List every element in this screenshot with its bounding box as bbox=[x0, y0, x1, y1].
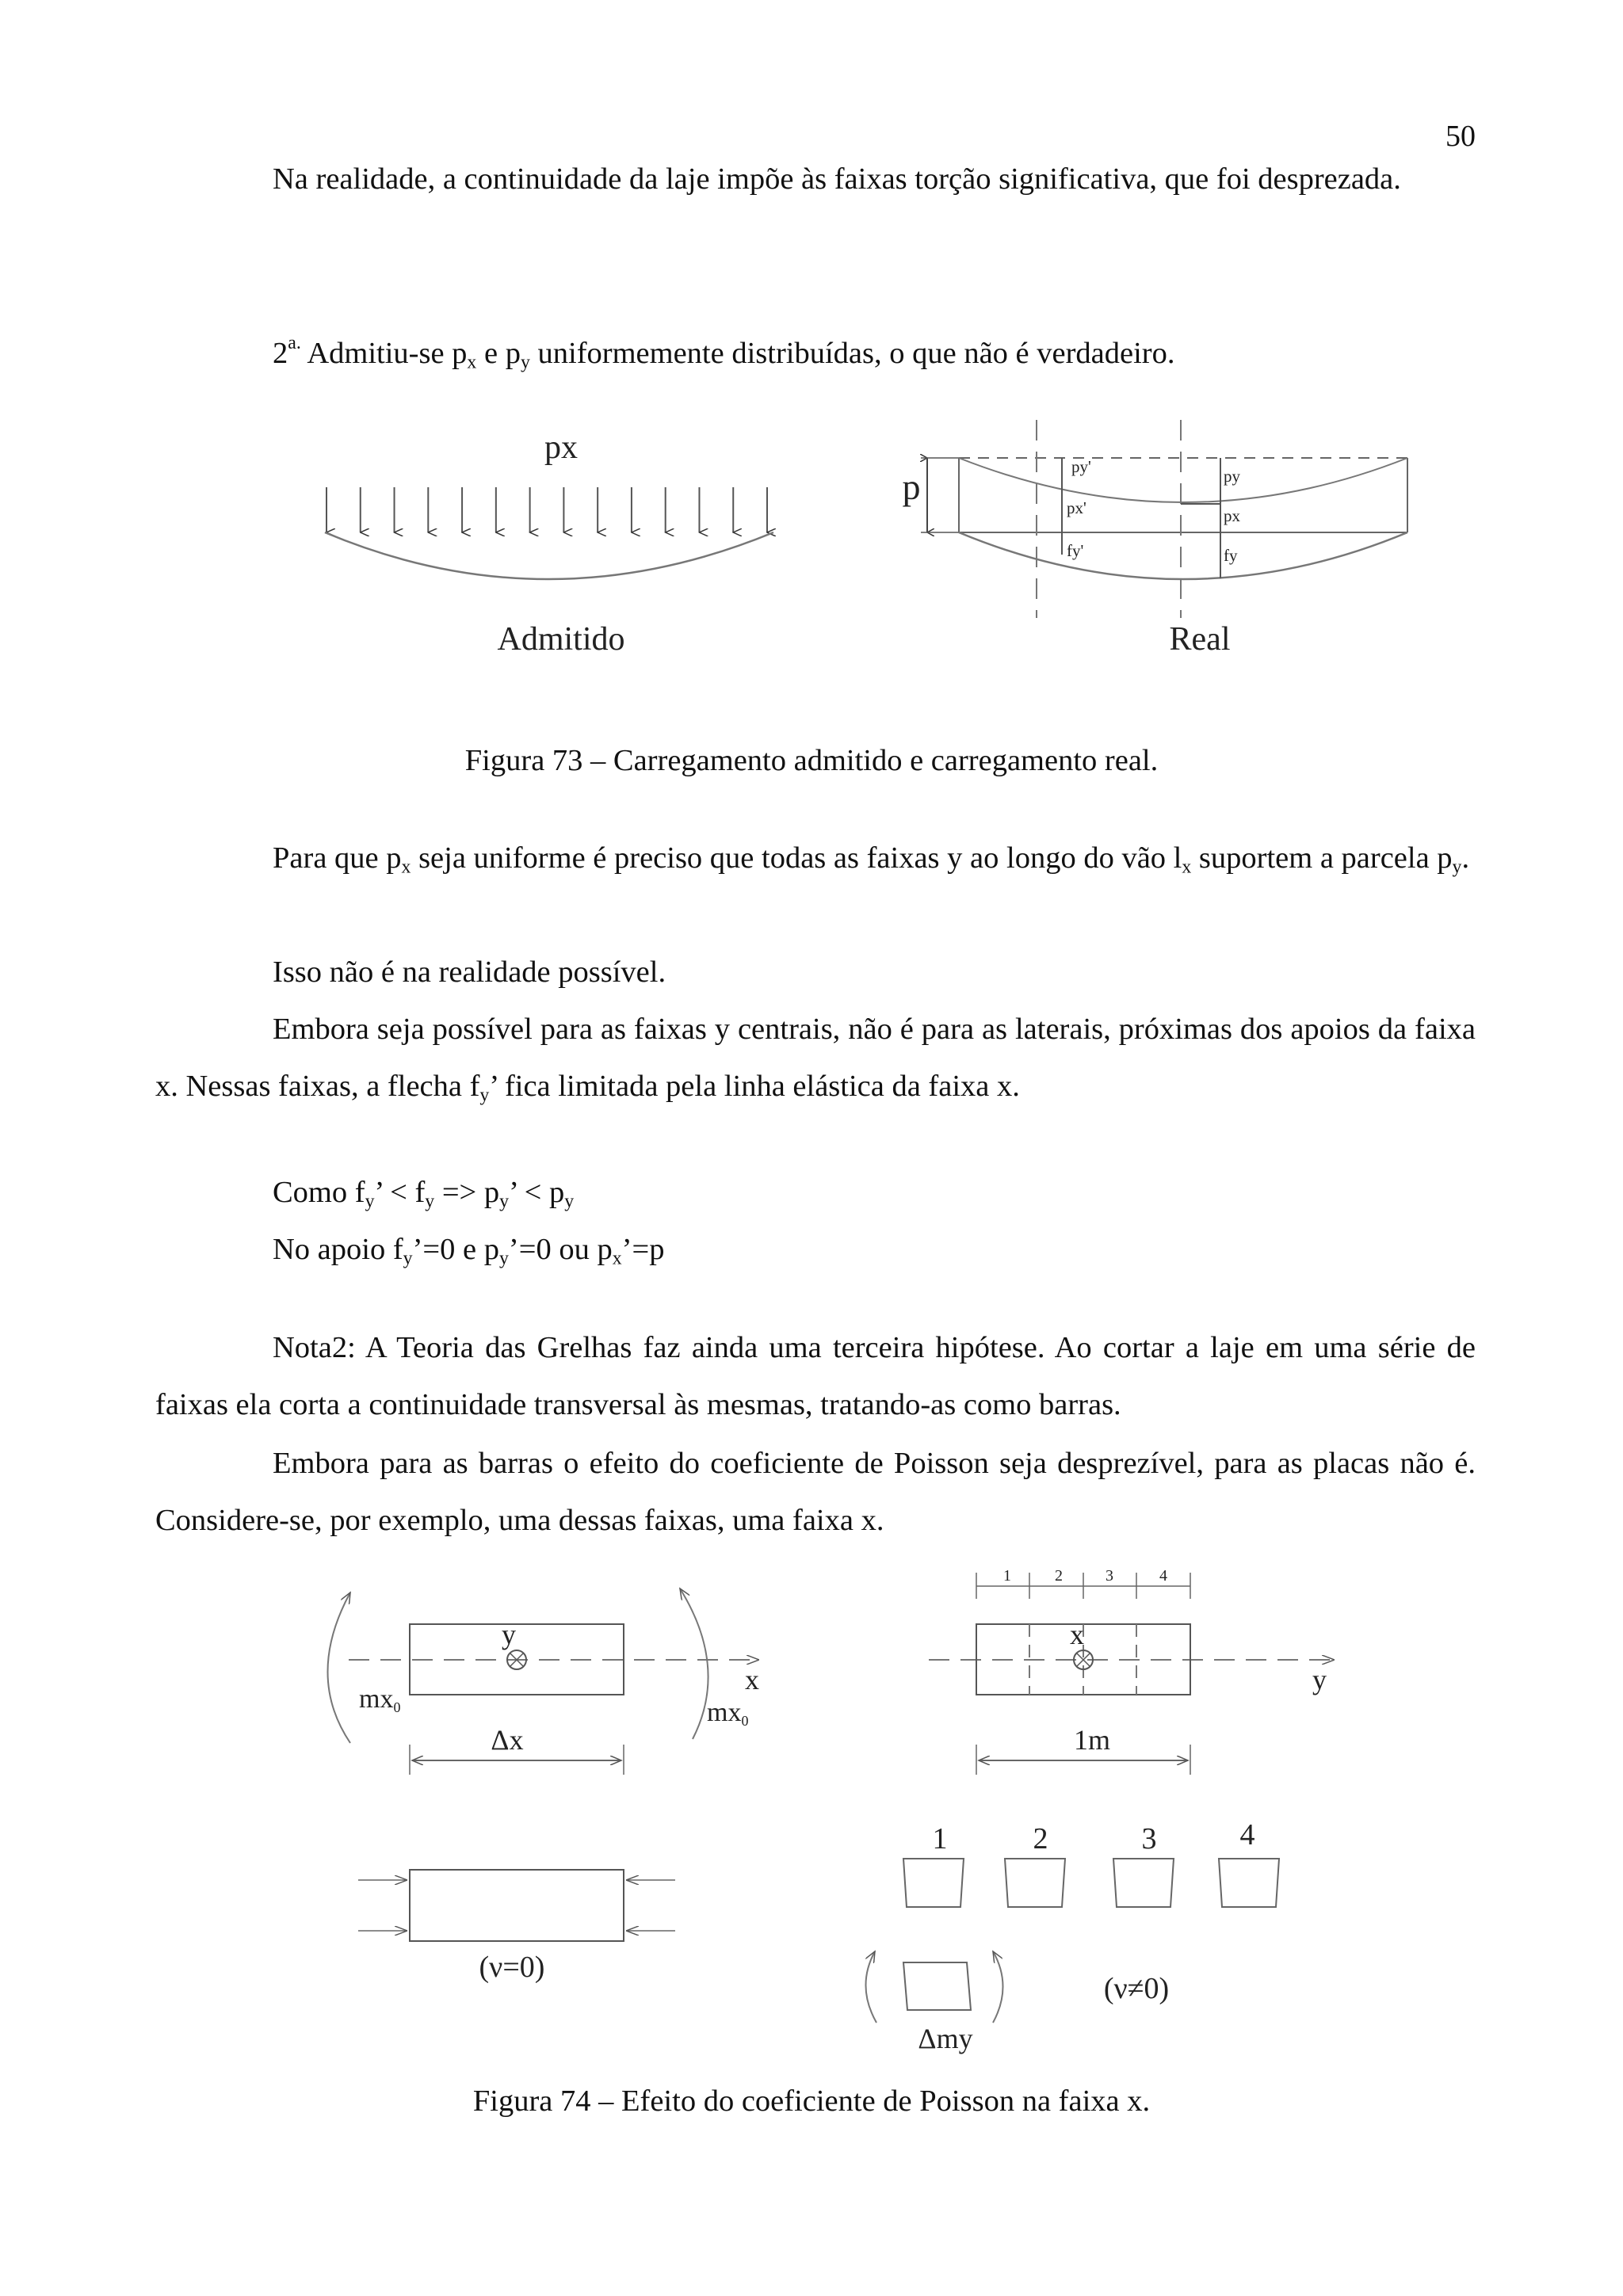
label-one-m: 1m bbox=[1073, 1724, 1111, 1756]
paragraph-uniform-px: Para que $p_x$ seja uniforme é preciso que todas as faixas y ao longo do vão $l_x$ suportem a parcela $p_y$. bbox=[273, 841, 1470, 878]
deformed-strip-sections bbox=[903, 1859, 1279, 1907]
label-admitido: Admitido bbox=[497, 621, 625, 658]
label-nu-nonzero: (ν≠0) bbox=[1103, 1972, 1170, 2005]
label-x-left: x bbox=[745, 1664, 759, 1695]
strip-number-4: 4 bbox=[1239, 1818, 1255, 1852]
page-number: 50 bbox=[1445, 120, 1476, 153]
deformed-strip bbox=[1113, 1859, 1174, 1907]
real-deflection-curve bbox=[959, 532, 1407, 579]
strip-nu-zero bbox=[410, 1870, 624, 1941]
label-fy: fy bbox=[1224, 546, 1238, 565]
uniform-load-arrows bbox=[327, 487, 767, 532]
tick-label-4: 4 bbox=[1159, 1567, 1167, 1585]
label-p: p bbox=[902, 467, 921, 507]
label-px-load: px bbox=[544, 429, 578, 466]
delta-my-section bbox=[903, 1962, 971, 2010]
label-nu-zero: (ν=0) bbox=[479, 1951, 545, 1984]
moment-arc-right bbox=[680, 1589, 708, 1739]
delta-my-arc-right bbox=[993, 1951, 1003, 2023]
admitted-deflection-curve bbox=[325, 532, 773, 579]
paragraph-nota2: Nota2: A Teoria das Grelhas faz ainda uma terceira hipótese. Ao cortar a laje em uma série de faixas ela corta a continuidade transversal às mesmas, tratando-as como barras. bbox=[155, 1331, 1476, 1421]
tick-label-3: 3 bbox=[1106, 1567, 1113, 1585]
strip-number-1: 1 bbox=[932, 1822, 948, 1855]
label-mx0-left: mx0 bbox=[359, 1684, 401, 1715]
figure-74-diagram bbox=[0, 1561, 1623, 2068]
label-delta-x: Δx bbox=[491, 1724, 524, 1756]
paragraph-hypothesis-2: $2^{a.}$ Admitiu-se $p_x$ e $p_y$ uniformemente distribuídas, o que não é verdadeiro. bbox=[273, 333, 1175, 373]
label-real: Real bbox=[1169, 621, 1231, 658]
paragraph-continuity: Na realidade, a continuidade da laje impõe às faixas torção significativa, que foi desprezada. bbox=[273, 162, 1401, 196]
label-px: px bbox=[1224, 506, 1240, 525]
label-py: py bbox=[1224, 467, 1240, 486]
deformed-strip bbox=[1005, 1859, 1065, 1907]
label-y-right: y bbox=[1312, 1664, 1327, 1695]
deformed-strip bbox=[903, 1859, 964, 1907]
figure-73-caption: Figura 73 – Carregamento admitido e carregamento real. bbox=[464, 744, 1159, 777]
label-delta-my: Δmy bbox=[918, 2023, 973, 2054]
tick-label-1: 1 bbox=[1003, 1567, 1011, 1585]
label-py-prime: py' bbox=[1071, 457, 1091, 476]
moment-arc-left bbox=[328, 1592, 351, 1743]
paragraph-poisson: Embora para as barras o efeito do coeficiente de Poisson seja desprezível, para as placas não é. Considere-se, por exemplo, uma dessas faixas, uma faixa x. bbox=[155, 1447, 1476, 1537]
label-y-left: y bbox=[502, 1619, 516, 1650]
label-mx0-right: mx0 bbox=[707, 1698, 749, 1729]
paragraph-not-possible: Isso não é na realidade possível. bbox=[273, 955, 666, 989]
strip-number-3: 3 bbox=[1141, 1822, 1157, 1855]
strip-number-2: 2 bbox=[1033, 1822, 1048, 1855]
label-px-prime: px' bbox=[1067, 498, 1086, 517]
label-fy-prime: fy' bbox=[1067, 541, 1084, 560]
tick-label-2: 2 bbox=[1055, 1567, 1063, 1585]
inequality-line: Como $f_y$’ < $f_y => p_y$’ < $p_y$ bbox=[273, 1176, 575, 1212]
py-distribution-curve bbox=[959, 458, 1407, 502]
delta-my-arc-left bbox=[865, 1951, 876, 2023]
figure-74-caption: Figura 74 – Efeito do coeficiente de Poisson na faixa x. bbox=[472, 2084, 1151, 2118]
figure-73-diagram bbox=[0, 412, 1623, 666]
label-x-right: x bbox=[1070, 1619, 1084, 1650]
deformed-strip bbox=[1219, 1859, 1279, 1907]
paragraph-lateral-strips: Embora seja possível para as faixas y centrais, não é para as laterais, próximas dos apoios da faixa x. Nessas faixas, a flecha $f_y$’ fica limitada pela linha elástica da faixa x. bbox=[155, 1013, 1476, 1106]
support-condition-line: No apoio $f_y’=0$ e $p_y’=0$ ou $p_x’=p$ bbox=[273, 1233, 665, 1269]
